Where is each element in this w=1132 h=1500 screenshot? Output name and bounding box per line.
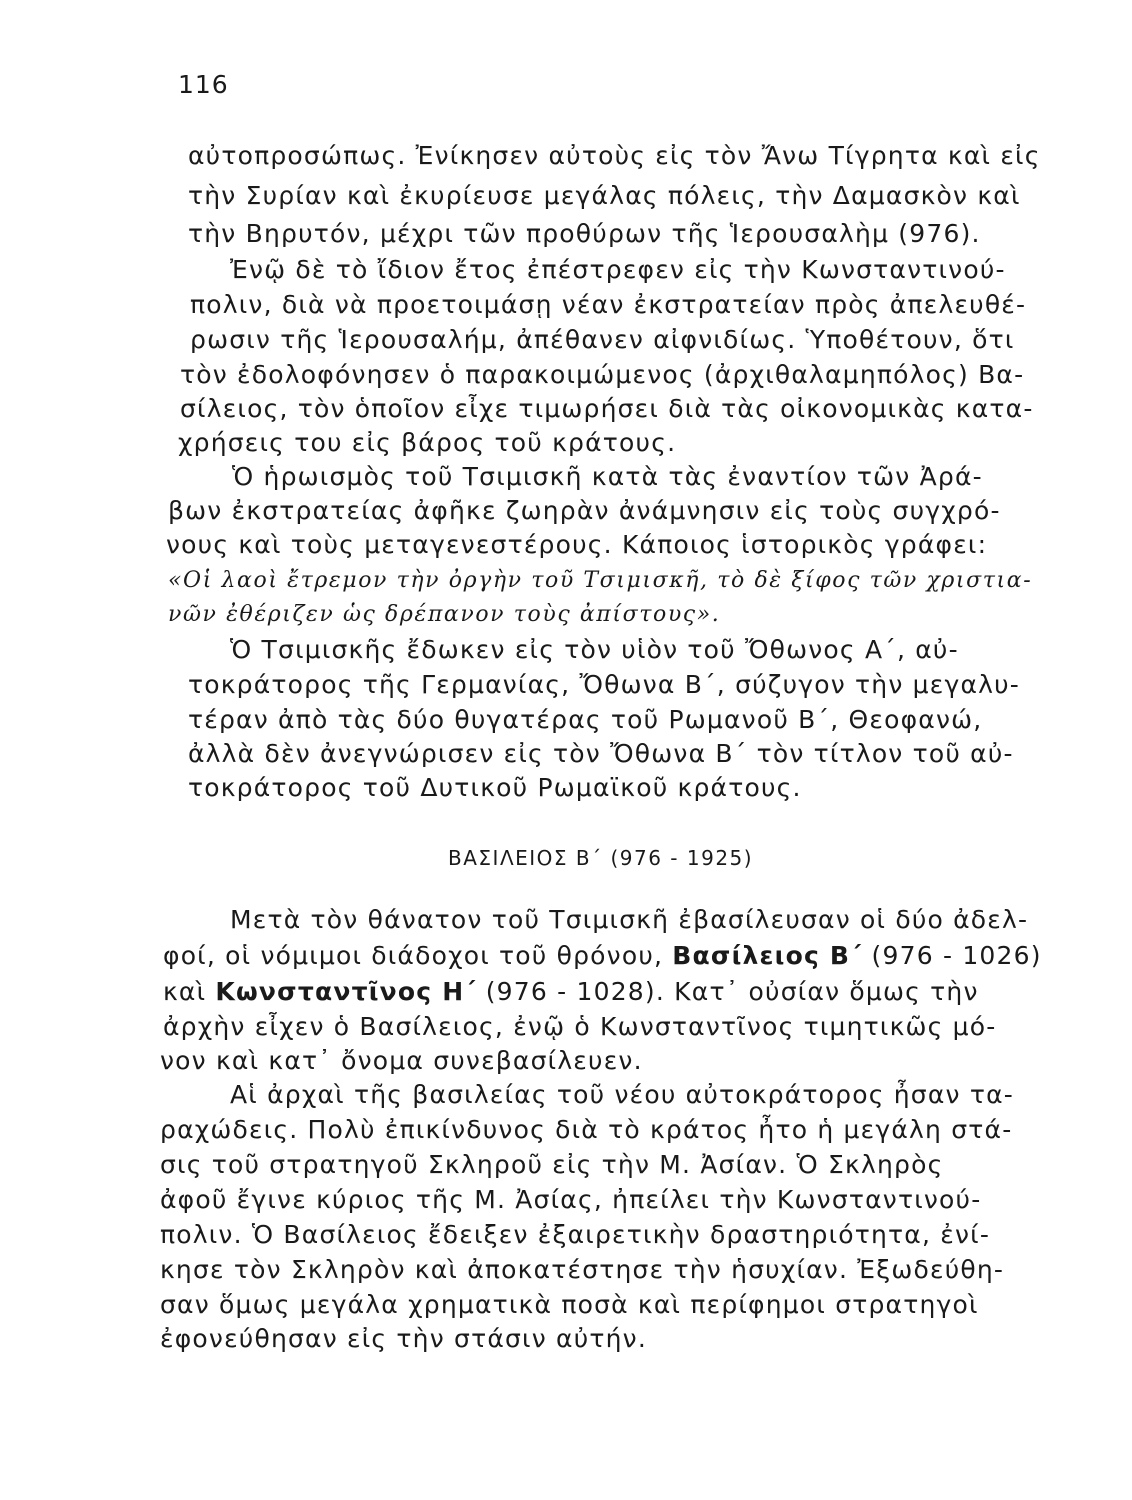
section-heading: ΒΑΣΙΛΕΙΟΣ Β΄ (976 - 1925): [448, 846, 754, 870]
text-line: ἀρχὴν εἶχεν ὁ Βασίλειος, ἐνῷ ὁ Κωνσταντῖνος τιμητικῶς μό-: [163, 1012, 997, 1041]
text-segment: φοί, οἱ νόμιμοι διάδοχοι τοῦ θρόνου,: [163, 941, 673, 970]
page-number: 116: [178, 70, 229, 99]
text-line: Ὁ Τσιμισκῆς ἔδωκεν εἰς τὸν υἱὸν τοῦ Ὄθωνος Α΄, αὐ-: [230, 635, 959, 664]
text-line: τὴν Βηρυτόν, μέχρι τῶν προθύρων τῆς Ἱερουσαλὴμ (976).: [188, 219, 981, 248]
text-segment: (976 - 1026): [862, 941, 1042, 970]
quote-line: νῶν ἐθέριζεν ὡς δρέπανον τοὺς ἀπίστους».: [168, 602, 721, 627]
text-line: ἀλλὰ δὲν ἀνεγνώρισεν εἰς τὸν Ὄθωνα Β΄ τὸν τίτλον τοῦ αὐ-: [188, 739, 1014, 768]
text-line: Αἱ ἀρχαὶ τῆς βασιλείας τοῦ νέου αὐτοκράτορος ἦσαν τα-: [230, 1080, 1014, 1109]
text-segment: καὶ: [163, 977, 216, 1006]
text-line: Μετὰ τὸν θάνατον τοῦ Τσιμισκῆ ἐβασίλευσαν οἱ δύο ἀδελ-: [230, 905, 1029, 934]
text-line: πολιν. Ὁ Βασίλειος ἔδειξεν ἐξαιρετικὴν δραστηριότητα, ἐνί-: [160, 1220, 991, 1249]
text-line: [163, 977, 979, 1007]
text-line: τέραν ἀπὸ τὰς δύο θυγατέρας τοῦ Ρωμανοῦ Β΄, Θεοφανώ,: [188, 705, 983, 734]
quote-line: «Οἱ λαοὶ ἔτρεμον τὴν ὀργὴν τοῦ Τσιμισκῆ, τὸ δὲ ξίφος τῶν χριστια-: [168, 568, 1033, 593]
text-line: χρήσεις του εἰς βάρος τοῦ κράτους.: [178, 428, 677, 457]
text-line: νον καὶ κατ᾿ ὄνομα συνεβασίλευεν.: [160, 1046, 643, 1075]
text-line: [163, 941, 1042, 971]
text-line: Ἐνῷ δὲ τὸ ἴδιον ἔτος ἐπέστρεφεν εἰς τὴν Κωνσταντινού-: [230, 255, 1006, 284]
text-line: ἀφοῦ ἔγινε κύριος τῆς Μ. Ἀσίας, ἠπείλει τὴν Κωνσταντινού-: [160, 1185, 982, 1214]
text-line: τοκράτορος τοῦ Δυτικοῦ Ρωμαϊκοῦ κράτους.: [188, 773, 802, 802]
bold-name: Κωνσταντῖνος Η΄: [215, 977, 477, 1006]
text-line: σις τοῦ στρατηγοῦ Σκληροῦ εἰς τὴν Μ. Ἀσίαν. Ὁ Σκληρὸς: [160, 1150, 944, 1179]
bold-name: Βασίλειος Β΄: [672, 941, 863, 970]
text-line: αὐτοπροσώπως. Ἐνίκησεν αὐτοὺς εἰς τὸν Ἄνω Τίγρητα καὶ εἰς: [188, 141, 1041, 170]
text-line: τὴν Συρίαν καὶ ἐκυρίευσε μεγάλας πόλεις, τὴν Δαμασκὸν καὶ: [188, 181, 1021, 210]
text-line: νους καὶ τοὺς μεταγενεστέρους. Κάποιος ἱστορικὸς γράφει:: [166, 530, 988, 559]
text-line: ραχώδεις. Πολὺ ἐπικίνδυνος διὰ τὸ κράτος ἦτο ἡ μεγάλη στά-: [160, 1115, 1013, 1144]
text-line: Ὁ ἡρωισμὸς τοῦ Τσιμισκῆ κατὰ τὰς ἐναντίον τῶν Ἀρά-: [232, 462, 983, 491]
text-line: ρωσιν τῆς Ἱερουσαλήμ, ἀπέθανεν αἰφνιδίως. Ὑποθέτουν, ὅτι: [190, 325, 1015, 354]
text-line: τὸν ἐδολοφόνησεν ὁ παρακοιμώμενος (ἀρχιθαλαμηπόλος) Βα-: [180, 360, 1025, 389]
text-line: κησε τὸν Σκληρὸν καὶ ἀποκατέστησε τὴν ἡσυχίαν. Ἐξωδεύθη-: [160, 1255, 1005, 1284]
text-line: ἐφονεύθησαν εἰς τὴν στάσιν αὐτήν.: [160, 1324, 647, 1353]
text-line: βων ἐκστρατείας ἀφῆκε ζωηρὰν ἀνάμνησιν εἰς τοὺς συγχρό-: [168, 496, 1001, 525]
text-line: σίλειος, τὸν ὁποῖον εἶχε τιμωρήσει διὰ τὰς οἰκονομικὰς κατα-: [180, 394, 1034, 423]
text-line: πολιν, διὰ νὰ προετοιμάσῃ νέαν ἐκστρατείαν πρὸς ἀπελευθέ-: [190, 290, 1027, 319]
text-line: τοκράτορος τῆς Γερμανίας, Ὄθωνα Β΄, σύζυγον τὴν μεγαλυ-: [188, 670, 1021, 699]
text-line: σαν ὅμως μεγάλα χρηματικὰ ποσὰ καὶ περίφημοι στρατηγοὶ: [160, 1290, 979, 1319]
text-segment: (976 - 1028). Κατ᾿ οὐσίαν ὅμως τὴν: [476, 977, 979, 1006]
